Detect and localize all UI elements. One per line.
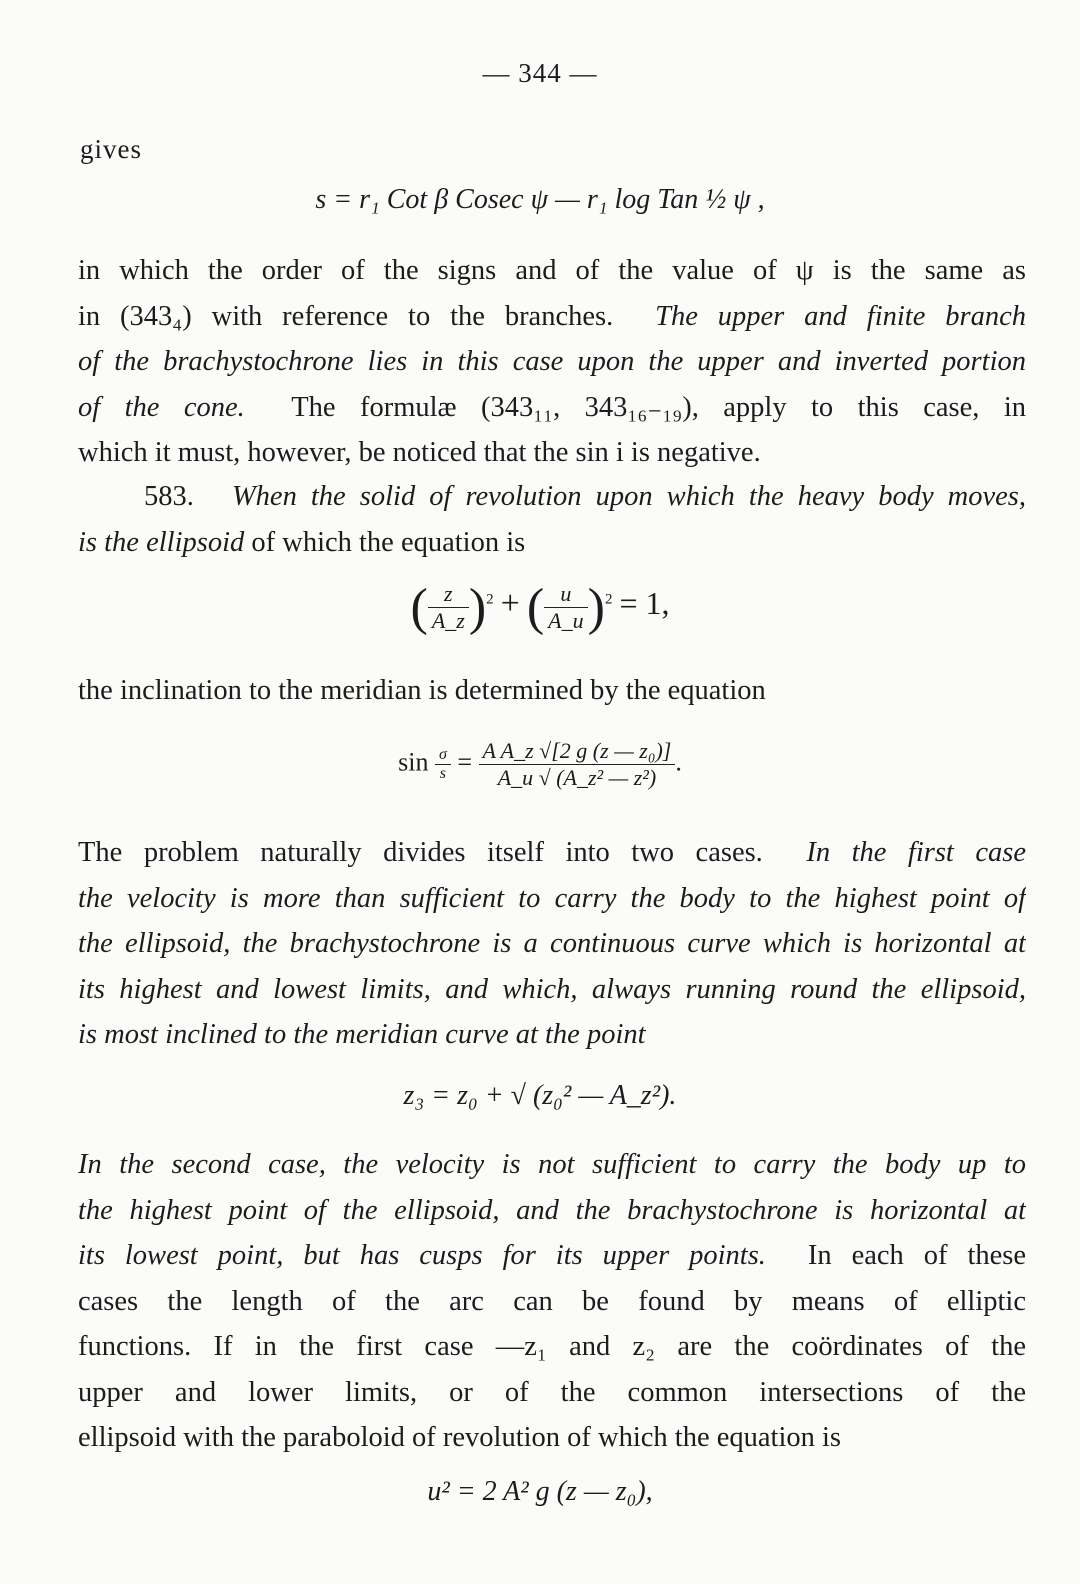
equation-4: z₃ = z₀ + √ (z₀² — A_z²). [403,1080,677,1111]
equation-1: s = r₁ Cot β Cosec ψ — r₁ log Tan ½ ψ , [315,184,765,215]
text-line: its lowest point, but has cusps for its upper points. In each of these [78,1240,1026,1271]
text-line: of the brachystochrone lies in this case upon the upper and inverted portion [78,346,1026,377]
text-line: cases the length of the arc can be found by means of elliptic [78,1285,1026,1317]
text-line: the inclination to the meridian is determined by the equation [78,675,766,706]
text-line: The problem naturally divides itself into two cases. In the first case [78,837,1026,868]
text-line: is the ellipsoid of which the equation is [78,526,526,558]
text-line: functions. If in the first case —z₁ and z₂ are the coördinates of the [78,1331,1026,1362]
lead-word: gives [80,134,142,164]
text-line: upper and lower limits, or of the common intersections of the [78,1376,1026,1408]
text-line: the velocity is more than sufficient to carry the body to the highest point of [78,882,1026,914]
text-line: its highest and lowest limits, and which, always running round the ellipsoid, [78,973,1026,1005]
text-line: in which the order of the signs and of the value of ψ is the same as [78,255,1026,286]
page-number: — 344 — [482,58,598,88]
text-line: the ellipsoid, the brachystochrone is a continuous curve which is horizontal at [78,928,1026,959]
equation-3: sin $\frac{\sigma}{s}$ = $\frac{\text{A A\_z √[2 g (z — z₀)]}}{\text{A\_u √ (A\_z² — z²)}}$ . [398,738,682,790]
equation-5: u² = 2 A² g (z — z₀), [427,1476,653,1507]
text-line: which it must, however, be noticed that the sin i is negative. [78,437,761,468]
paragraph-4 [78,1142,1026,1461]
text-line: in (343₄) with reference to the branches. The upper and finite branch [78,300,1026,332]
text-line: 583. When the solid of revolution upon which the heavy body moves, [144,481,1026,512]
text-line: of the cone. The formulæ (343₁₁, 343₁₆₋₁₉), apply to this case, in [78,391,1026,423]
text-line: In the second case, the velocity is not sufficient to carry the body up to [78,1149,1026,1180]
text-line: the highest point of the ellipsoid, and the brachystochrone is horizontal at [78,1194,1026,1226]
text-line: is most inclined to the meridian curve at the point [78,1019,646,1050]
paragraph-3 [78,830,1026,1058]
equation-2: ( $\frac{z}{A\_z}$ )$^2$ + ( $\frac{u}{A\_u}$ )$^2$ = 1, [410,579,670,636]
paragraph-inclination [78,668,1026,714]
paragraph-583 [78,474,1026,565]
text-line: ellipsoid with the paraboloid of revolution of which the equation is [78,1422,842,1453]
paragraph-1 [78,248,1026,476]
